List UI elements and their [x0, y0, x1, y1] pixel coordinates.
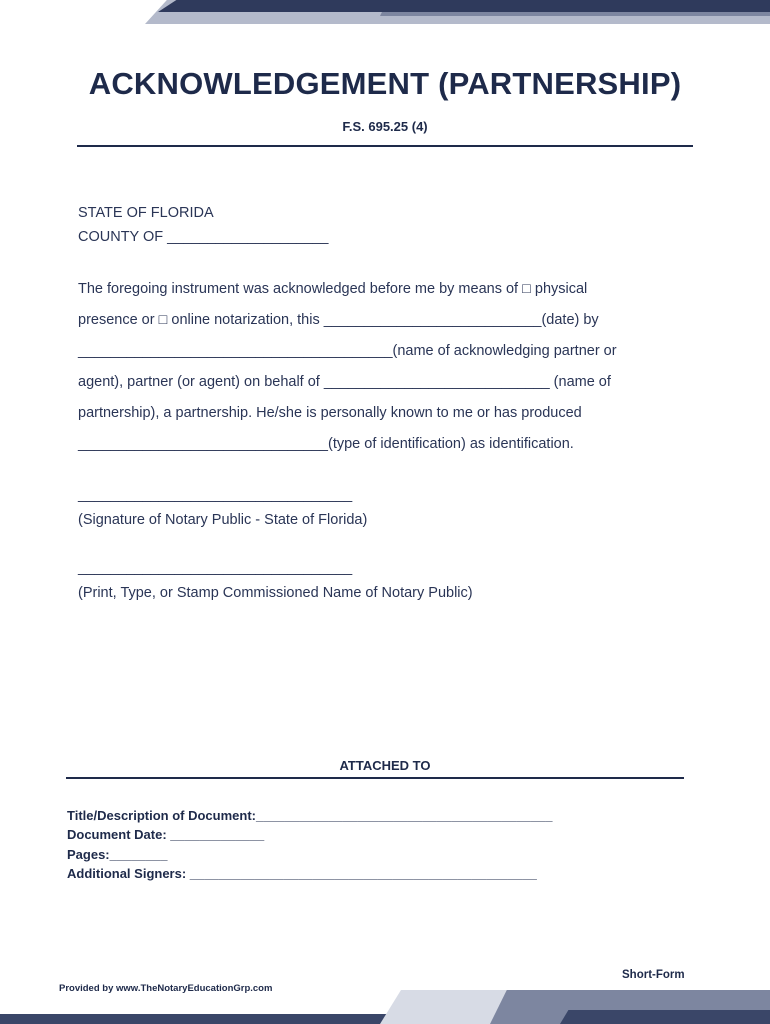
notary-signature-label: (Signature of Notary Public - State of Florida): [78, 512, 368, 528]
attached-divider: [66, 777, 684, 779]
pages-field: Pages:________: [67, 847, 168, 862]
body-line-5: partnership), a partnership. He/she is personally known to me or has produced: [78, 405, 582, 421]
title-divider: [77, 145, 693, 147]
body-line-1: The foregoing instrument was acknowledged before me by means of □ physical: [78, 281, 588, 297]
notary-name-label: (Print, Type, or Stamp Commissioned Name of Notary Public): [78, 585, 473, 601]
form-type-label: Short-Form: [622, 969, 685, 981]
body-line-3: _______________________________________(name of acknowledging partner or: [78, 343, 617, 359]
bottom-decor-right-dark: [560, 1010, 770, 1024]
state-line: STATE OF FLORIDA: [78, 205, 214, 221]
notary-name-line: __________________________________: [78, 560, 353, 576]
bottom-decor-left: [0, 1014, 400, 1024]
additional-signers-field: Additional Signers: ________________________________________________: [67, 866, 537, 881]
body-line-6: _______________________________(type of identification) as identification.: [78, 436, 574, 452]
document-date-field: Document Date: _____________: [67, 827, 265, 842]
notary-signature-line: __________________________________: [78, 487, 353, 503]
title-description-field: Title/Description of Document:_________________________________________: [67, 808, 553, 823]
top-decor-dark: [158, 0, 770, 12]
attached-heading: ATTACHED TO: [339, 758, 431, 773]
document-title: ACKNOWLEDGEMENT (PARTNERSHIP): [88, 66, 682, 101]
body-line-4: agent), partner (or agent) on behalf of ____________________________ (name of: [78, 374, 611, 390]
statute-reference: F.S. 695.25 (4): [342, 119, 428, 134]
body-line-2: presence or □ online notarization, this ___________________________(date) by: [78, 312, 599, 328]
provided-by-text: Provided by www.TheNotaryEducationGrp.com: [59, 983, 273, 994]
county-line: COUNTY OF ____________________: [78, 229, 329, 245]
